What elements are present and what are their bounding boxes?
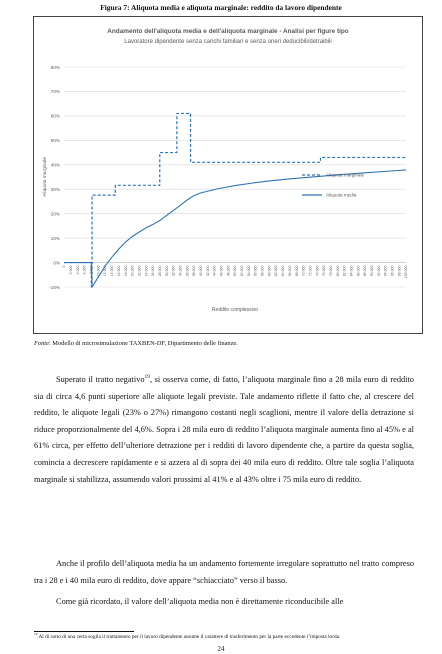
footnote-text: Al di sotto di una certa soglia il trattamento per il lavoro dipendente assume il carattere di trasferimento per la parte eccedente l’imposta lorda. bbox=[37, 634, 341, 640]
x-tick-label: 56.000 bbox=[253, 265, 258, 277]
x-tick-label: 60.000 bbox=[267, 265, 272, 277]
x-tick-label: 24.000 bbox=[144, 265, 149, 277]
x-tick-label: 72.000 bbox=[308, 265, 313, 277]
figure-source bbox=[34, 340, 238, 347]
x-tick-label: 36.000 bbox=[185, 265, 190, 277]
x-axis-label: Reddito complessivo bbox=[211, 307, 259, 313]
x-tick-label: 16.000 bbox=[116, 265, 121, 277]
x-tick-label: 62.000 bbox=[274, 265, 279, 277]
legend-entry: Aliquota marginale bbox=[326, 172, 365, 178]
x-tick-label: 32.000 bbox=[171, 265, 176, 277]
x-tick-label: 82.000 bbox=[342, 265, 347, 277]
x-tick-label: 50.000 bbox=[233, 265, 238, 277]
x-tick-label: 52.000 bbox=[240, 265, 245, 277]
x-tick-label: 98.000 bbox=[397, 265, 402, 277]
footnote-19 bbox=[34, 634, 414, 642]
x-tick-label: 96.000 bbox=[390, 265, 395, 277]
x-tick-label: 2.000 bbox=[69, 265, 74, 275]
x-tick-label: 70.000 bbox=[301, 265, 306, 277]
y-tick-label: 0% bbox=[53, 260, 60, 266]
x-tick-label: 40.000 bbox=[199, 265, 203, 277]
x-tick-label: 18.000 bbox=[123, 265, 128, 277]
x-tick-label: 88.000 bbox=[363, 265, 368, 277]
x-tick-label: 22.000 bbox=[137, 265, 142, 277]
paragraph-3: Come già ricordato, il valore dell’aliquota media non è direttamente riconducibile alle bbox=[56, 597, 344, 606]
y-tick-label: 30% bbox=[50, 187, 60, 193]
x-tick-label: 66.000 bbox=[287, 265, 292, 277]
y-tick-label: 60% bbox=[50, 113, 60, 119]
y-tick-label: 10% bbox=[50, 235, 60, 241]
x-tick-label: 26.000 bbox=[151, 265, 156, 277]
x-tick-label: 90.000 bbox=[370, 265, 374, 277]
paragraph-2: Anche il profilo dell’aliquota media ha un andamento fortemente irregolare soprattutto nel tratto compreso tra i 28 e i 40 mila euro di reddito, dove appare “schiacciato” verso il basso. bbox=[34, 559, 414, 585]
x-tick-label: 86.000 bbox=[356, 265, 361, 277]
x-tick-label: 12.000 bbox=[103, 265, 108, 277]
x-tick-label: 68.000 bbox=[294, 265, 299, 277]
x-tick-label: 92.000 bbox=[376, 265, 381, 277]
x-tick-label: 94.000 bbox=[383, 265, 388, 277]
x-tick-label: 76.000 bbox=[322, 265, 327, 277]
y-tick-label: 70% bbox=[50, 89, 60, 95]
paragraph-1-before: Superato il tratto negativo bbox=[56, 375, 145, 384]
x-tick-label: 46.000 bbox=[219, 265, 224, 277]
chart-subtitle: Lavoratore dipendente senza carichi familiari e senza oneri deducibili/detraibili bbox=[124, 39, 332, 45]
x-tick-label: 0 bbox=[62, 265, 67, 268]
y-tick-label: 20% bbox=[50, 211, 60, 217]
x-tick-label: 80.000 bbox=[335, 265, 340, 277]
y-tick-label: 40% bbox=[50, 162, 60, 168]
x-tick-label: 6.000 bbox=[82, 265, 87, 275]
page-number: 24 bbox=[217, 645, 225, 653]
x-tick-label: 20.000 bbox=[130, 265, 135, 277]
x-tick-label: 42.000 bbox=[205, 265, 210, 277]
x-tick-label: 14.000 bbox=[110, 265, 115, 277]
x-tick-label: 44.000 bbox=[212, 265, 217, 277]
y-tick-label: 50% bbox=[50, 138, 60, 144]
x-tick-label: 10.000 bbox=[96, 265, 101, 277]
x-tick-label: 74.000 bbox=[315, 265, 320, 277]
x-tick-label: 8.000 bbox=[89, 265, 94, 275]
y-tick-label: -10% bbox=[49, 284, 60, 290]
paragraph-1 bbox=[34, 372, 414, 488]
footnote-ref-19[interactable]: 19 bbox=[144, 374, 150, 381]
x-tick-label: 34.000 bbox=[178, 265, 183, 277]
legend-entry: Aliquota media bbox=[326, 192, 357, 198]
x-tick-label: 78.000 bbox=[328, 265, 333, 277]
chart-frame bbox=[33, 16, 423, 334]
x-tick-label: 38.000 bbox=[192, 265, 197, 277]
source-text: : Modello di microsimulazione TAXBEN-DF, Dipartimento delle finanze. bbox=[48, 340, 238, 347]
source-label: Fonte bbox=[34, 340, 49, 347]
x-tick-label: 64.000 bbox=[281, 265, 286, 277]
x-tick-label: 84.000 bbox=[349, 265, 354, 277]
chart-svg bbox=[34, 17, 422, 333]
footnote-separator bbox=[34, 631, 134, 632]
y-axis-label: Aliquota marginale bbox=[43, 157, 48, 197]
x-tick-label: 4.000 bbox=[75, 265, 80, 275]
x-tick-label: 100.000 bbox=[404, 265, 409, 279]
x-tick-label: 30.000 bbox=[164, 265, 169, 277]
x-tick-label: 54.000 bbox=[246, 265, 251, 277]
x-tick-label: 58.000 bbox=[260, 265, 265, 277]
paragraph-1-after: , si osserva come, di fatto, l’aliquota marginale fino a 28 mila euro di reddito sia di circa 4,6 punti superiore alle aliquote legali previste. Tale andamento riflette il fatto che, al crescere del reddito, le aliquote legali (23% o 27%) rimangono costanti negli scaglioni, mentre il valore della detrazione si riduce proporzionalmente del 4,6%. Sopra i 28 mila euro di reddito l’aliquota marginale aumenta fino al 45% e al 61% circa, per effetto dell’ulteriore detrazione per i redditi di lavoro dipendente che, a partire da questa soglia, comincia a decrescere rapidamente e si azzera al di sopra dei 40 mila euro di reddito. Oltre tale soglia l’aliquota marginale si stabilizza, assumendo valori prossimi al 41% e al 43% oltre i 75 mila euro di reddito. bbox=[34, 375, 414, 484]
footnote-number: 19 bbox=[34, 632, 38, 637]
x-tick-label: 28.000 bbox=[157, 265, 162, 277]
x-tick-label: 48.000 bbox=[226, 265, 231, 277]
y-tick-label: 80% bbox=[50, 64, 60, 70]
figure-title: Figura 7: Aliquota media e aliquota marginale: reddito da lavoro dipendente bbox=[100, 3, 342, 12]
chart-title: Andamento dell'aliquota media e dell'aliquota marginale - Analisi per figure tipo bbox=[107, 28, 349, 35]
